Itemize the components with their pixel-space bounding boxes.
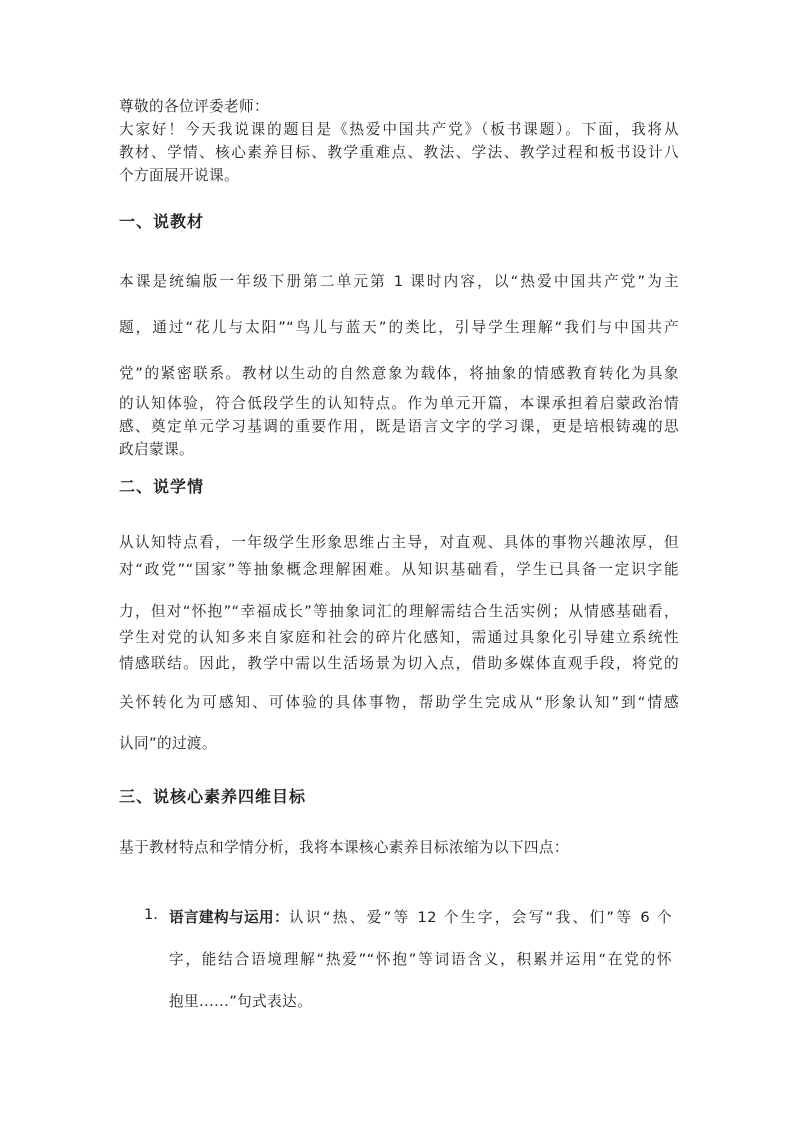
list-item-text: 认识“热、爱”等 12 个生字，会写“我、们”等 6 个	[288, 909, 672, 926]
list-item-number: 1.	[144, 906, 158, 923]
section-2-line: 力，但对“怀抱”“幸福成长”等抽象词汇的理解需结合生活实例；从情感基础看，	[119, 603, 679, 620]
section-3-title: 三、说核心素养四维目标	[119, 787, 307, 806]
section-1-line: 本课是统编版一年级下册第二单元第 1 课时内容，以“热爱中国共产党”为主	[119, 273, 679, 290]
section-2-line: 对“政党”“国家”等抽象概念理解困难。从知识基础看，学生已具备一定识字能	[119, 561, 679, 578]
section-1-line: 感、奠定单元学习基调的重要作用，既是语言文字的学习课，更是培根铸魂的思	[119, 418, 679, 435]
section-2-line: 学生对党的认知多来自家庭和社会的碎片化感知，需通过具象化引导建立系统性	[119, 629, 679, 646]
section-3-intro: 基于教材特点和学情分析，我将本课核心素养目标浓缩为以下四点：	[119, 839, 569, 856]
section-1-title: 一、说教材	[119, 212, 205, 231]
list-item-line-2: 字，能结合语境理解“热爱”“怀抱”等词语含义，积累并运用“在党的怀	[169, 951, 672, 968]
section-2-line: 情感联结。因此，教学中需以生活场景为切入点，借助多媒体直观手段，将党的	[119, 655, 679, 672]
intro-line-3: 个方面展开说课。	[119, 167, 239, 184]
section-1-line: 的认知体验，符合低段学生的认知特点。作为单元开篇，本课承担着启蒙政治情	[119, 395, 679, 412]
section-1-line: 党”的紧密联系。教材以生动的自然意象为载体，将抽象的情感教育转化为具象	[119, 365, 679, 382]
greeting: 尊敬的各位评委老师：	[119, 98, 269, 115]
section-1-line: 题，通过“花儿与太阳”“鸟儿与蓝天”的类比，引导学生理解“我们与中国共产	[119, 319, 679, 336]
section-2-title: 二、说学情	[119, 477, 205, 496]
section-2-line: 认同”的过渡。	[119, 735, 217, 752]
list-item-label: 语言建构与运用：	[169, 909, 289, 926]
section-1-line: 政启蒙课。	[119, 441, 194, 458]
list-item-line-1	[169, 906, 672, 927]
list-item-line-3: 抱里......”句式表达。	[169, 993, 313, 1010]
intro-line-1: 大家好！今天我说课的题目是《热爱中国共产党》（板书课题）。下面，我将从	[119, 121, 679, 138]
section-2-line: 关怀转化为可感知、可体验的具体事物，帮助学生完成从“形象认知”到“情感	[119, 694, 679, 711]
intro-line-2: 教材、学情、核心素养目标、教学重难点、教法、学法、教学过程和板书设计八	[119, 144, 679, 161]
section-2-line: 从认知特点看，一年级学生形象思维占主导，对直观、具体的事物兴趣浓厚，但	[119, 534, 679, 551]
